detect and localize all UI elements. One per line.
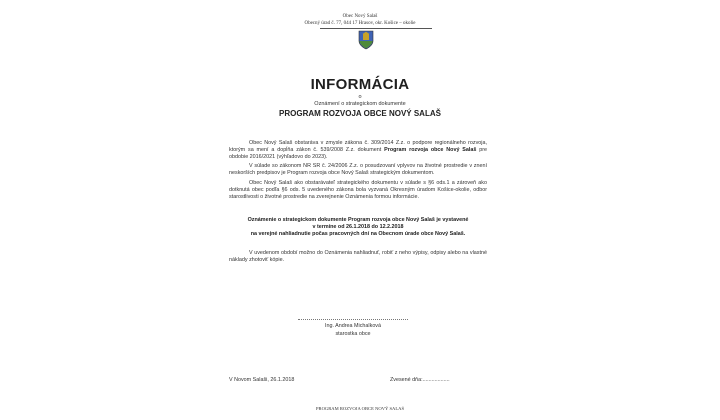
paragraph-1: Obec Nový Salaš obstaráva v zmysle zákona č. 309/2014 Z.z. o podpore regionálneho rozvoja, ktorým sa mení a dopĺňa zákon č. 539/2008 Z.z. dokument Program rozvoja obce Nový Salaš pre obdobie 2016/2021 (výhľadovo do 2023). xyxy=(229,140,488,160)
paragraph-2: V súlade so zákonom NR SR č. 24/2006 Z.z. o posudzovaní vplyvov na životné prostredie v znení neskorších predpisov je Program rozvoja obce Nový Salaš strategickým dokumentom. xyxy=(229,163,487,176)
header-municipality: Obec Nový Salaš xyxy=(342,14,378,19)
header-address: Obecný úrad č. 77, 044 17 Hrasov, okr. Košice – okolie xyxy=(304,21,416,26)
notice-line-3: na verejné nahliadnutie počas pracovných dní na Obecnom úrade obce Nový Salaš. xyxy=(250,231,466,237)
document-title: INFORMÁCIA xyxy=(310,76,410,93)
subtitle-small: Oznámení o strategickom dokumente xyxy=(314,101,406,107)
page-footer: PROGRAM ROZVOJA OBCE NOVÝ SALAŠ xyxy=(315,406,405,411)
notice-line-1: Oznámenie o strategickom dokumente Program rozvoja obce Nový Salaš je vystavené xyxy=(247,217,469,223)
coat-of-arms-icon xyxy=(358,30,374,50)
paragraph-4: V uvedenom období možno do Oznámenia nahliadnuť, robiť z neho výpisy, odpisy alebo na vlastné náklady zhotoviť kópie. xyxy=(229,250,487,263)
notice-block xyxy=(229,217,487,238)
header-divider xyxy=(320,28,432,29)
program-name-bold: Program rozvoja obce Nový Salaš xyxy=(384,147,477,153)
signature-line xyxy=(298,319,408,320)
notice-line-2: v termíne od 26.1.2018 do 12.2.2018 xyxy=(312,224,404,230)
place-date: V Novom Salaši, 26.1.2018 xyxy=(229,377,295,383)
signature-role: starostka obce xyxy=(335,331,371,337)
title-o: o xyxy=(358,94,362,100)
signature-name: Ing. Andrea Michalková xyxy=(324,323,382,329)
removed-date-label: Zvesené dňa:.................. xyxy=(390,377,450,383)
subtitle-program: PROGRAM ROZVOJA OBCE NOVÝ SALAŠ xyxy=(279,109,441,118)
paragraph-3: Obec Nový Salaš ako obstarávateľ strategického dokumentu v súlade s §6 ods.1 a zároveň ako dotknutá obec podľa §6 ods. 5 uvedeného zákona bola vyzvaná Okresným úradom Košice-okolie, odbor starostlivosti o životné prostredie na zverejnenie Oznámenia formou informácie. xyxy=(229,180,487,200)
